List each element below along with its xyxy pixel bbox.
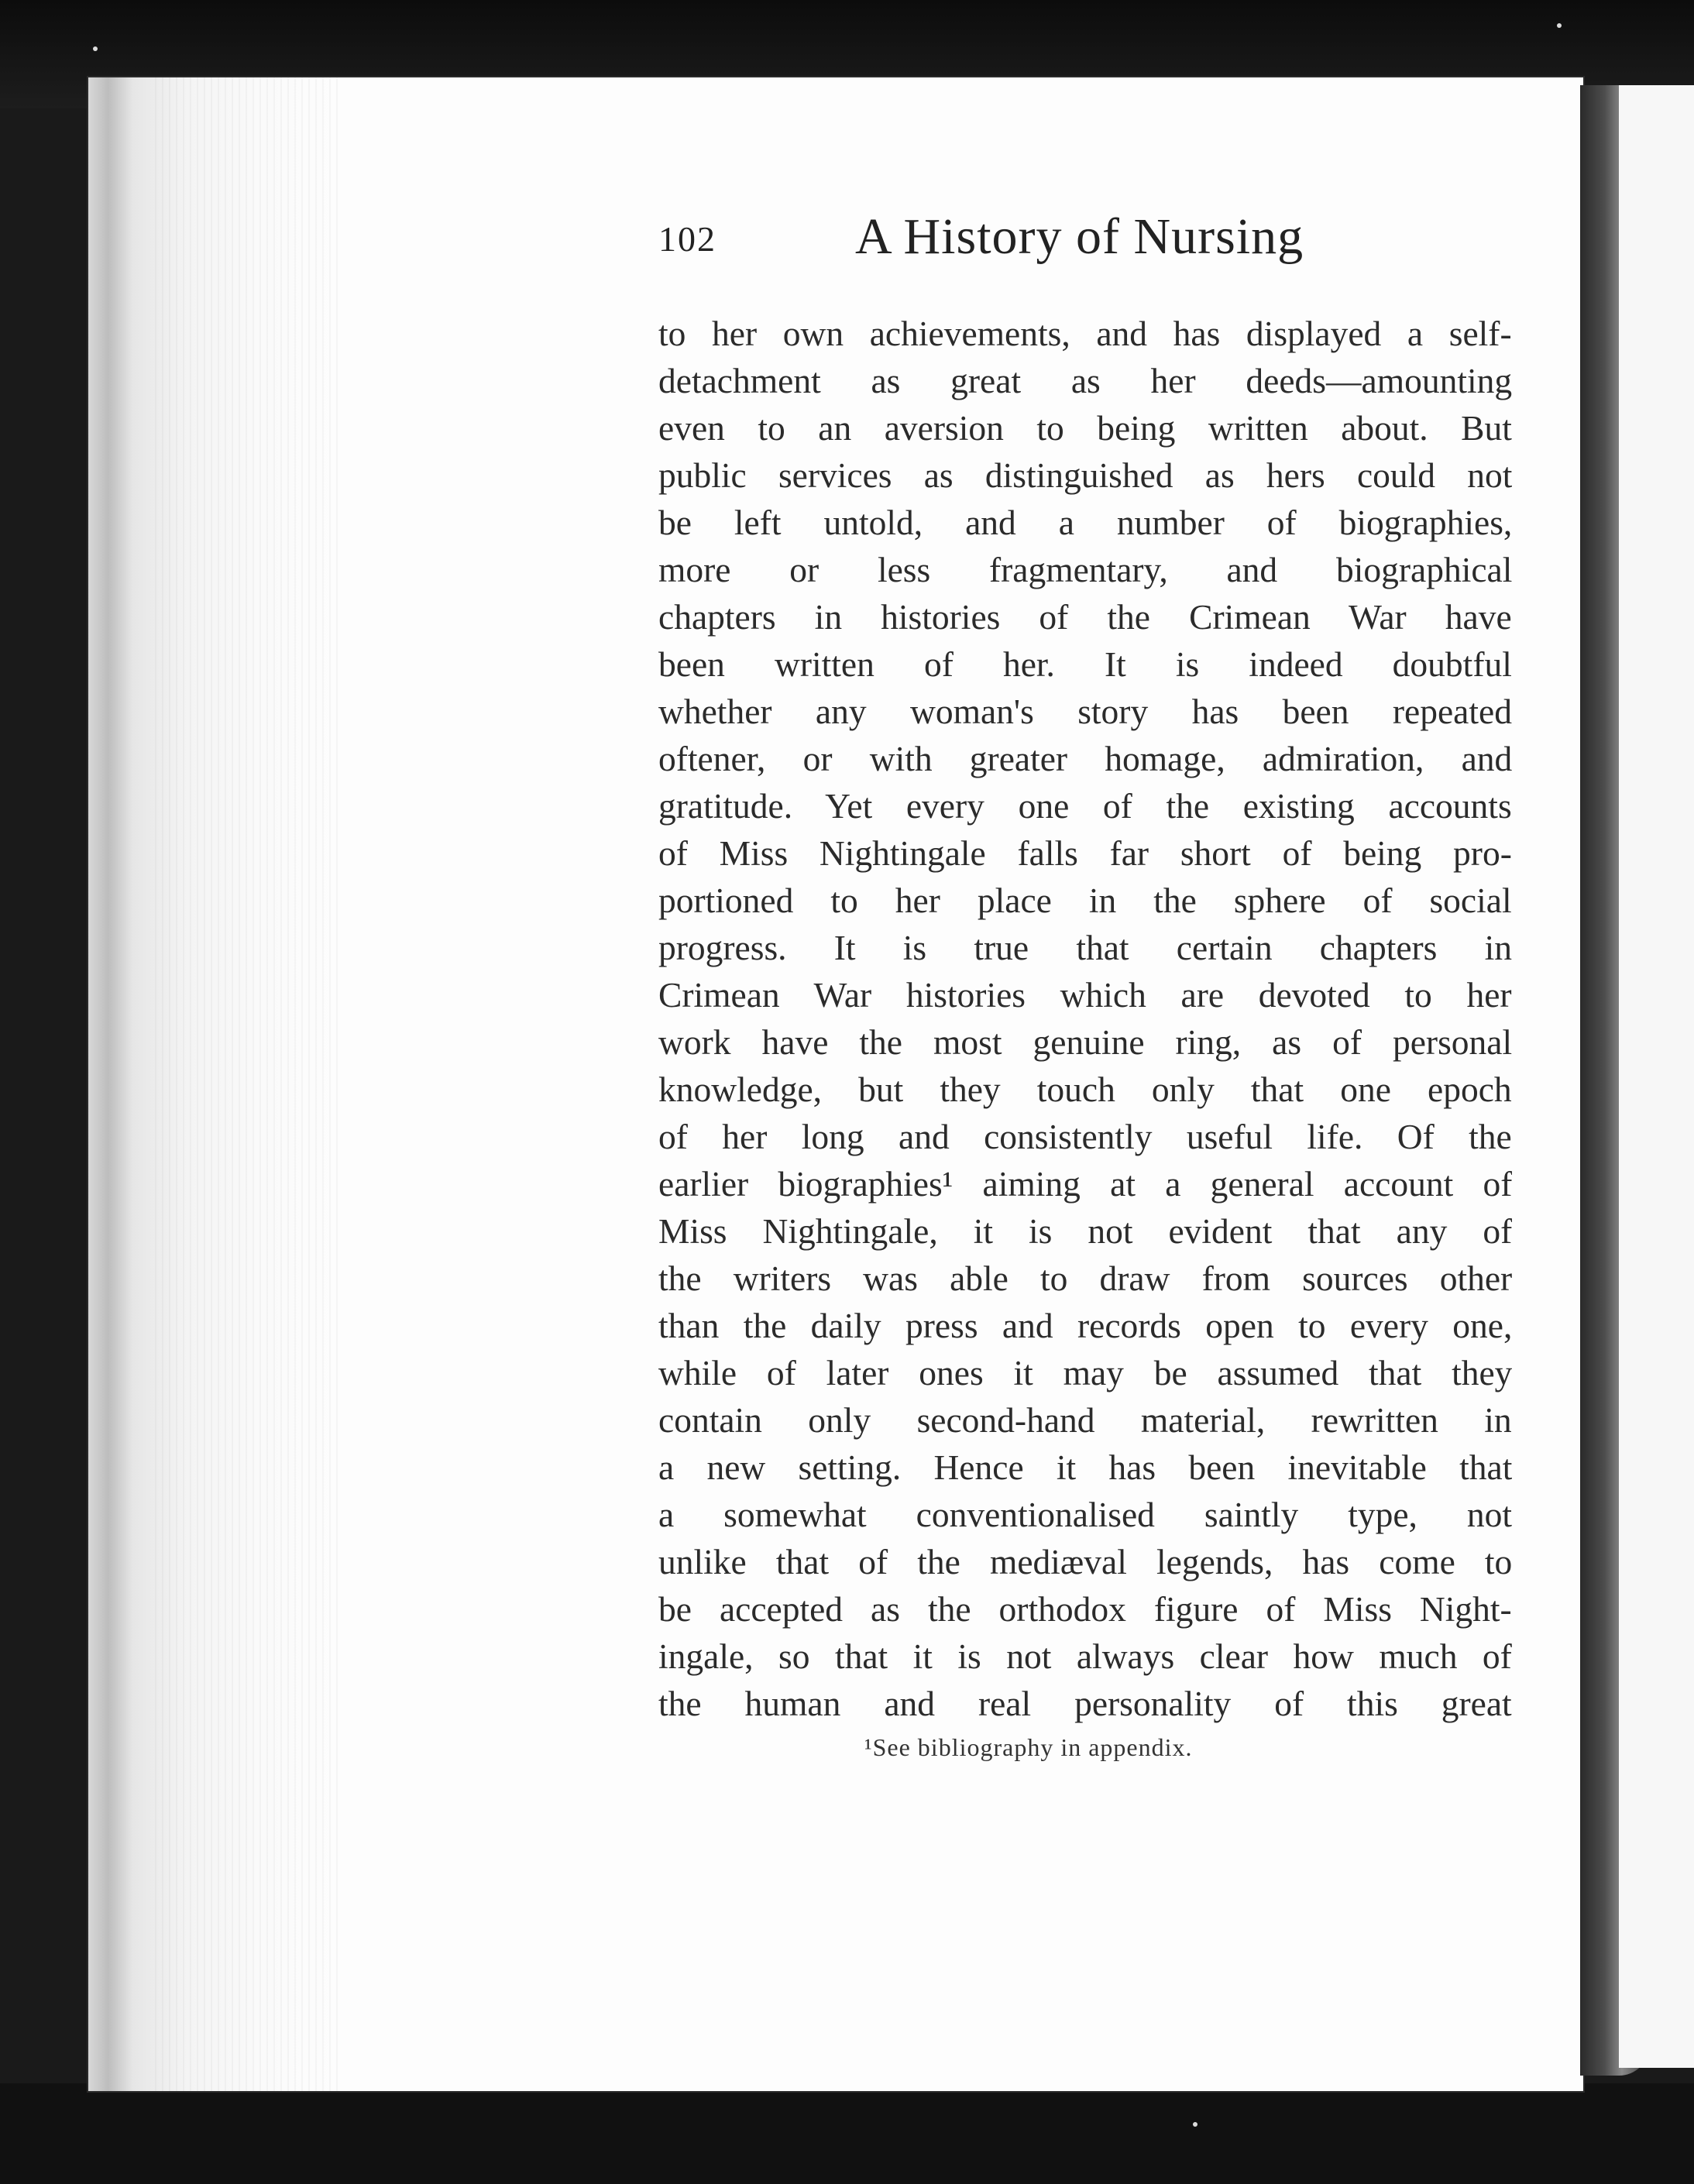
scan-speck [93, 46, 98, 51]
text-line: Crimean War histories which are devoted to her [658, 975, 1512, 1015]
page-number: 102 [658, 219, 716, 259]
text-line: knowledge, but they touch only that one epoch [658, 1070, 1512, 1109]
facing-page-edge [1619, 85, 1694, 2068]
text-line: oftener, or with greater homage, admiration, and [658, 739, 1512, 778]
text-line: more or less fragmentary, and biographical [658, 550, 1512, 589]
text-line: whether any woman's story has been repeated [658, 692, 1512, 731]
text-line: public services as distinguished as hers could not [658, 455, 1512, 495]
text-line: unlike that of the mediæval legends, has come to [658, 1542, 1512, 1581]
text-line: contain only second-hand material, rewritten in [658, 1400, 1512, 1440]
running-title: A History of Nursing [855, 208, 1304, 265]
text-line: detachment as great as her deeds—amounting [658, 361, 1512, 400]
text-line: even to an aversion to being written about. But [658, 408, 1512, 448]
text-line: the human and real personality of this great [658, 1684, 1512, 1723]
text-line: of her long and consistently useful life. Of the [658, 1117, 1512, 1156]
page-header [658, 208, 1510, 270]
text-line: chapters in histories of the Crimean War have [658, 597, 1512, 637]
text-line: gratitude. Yet every one of the existing accounts [658, 786, 1512, 826]
text-line: a somewhat conventionalised saintly type, not [658, 1495, 1512, 1534]
scan-speck [1193, 2122, 1197, 2127]
text-line: work have the most genuine ring, as of personal [658, 1022, 1512, 1062]
text-line: to her own achievements, and has displayed a self- [658, 314, 1512, 353]
footnote: ¹See bibliography in appendix. [864, 1733, 1193, 1761]
scan-speck [1557, 23, 1562, 28]
text-line: ingale, so that it is not always clear how much of [658, 1636, 1512, 1676]
text-line: Miss Nightingale, it is not evident that any of [658, 1211, 1512, 1251]
text-line: been written of her. It is indeed doubtful [658, 644, 1512, 684]
text-line: a new setting. Hence it has been inevitable that [658, 1447, 1512, 1487]
text-line: the writers was able to draw from sources other [658, 1259, 1512, 1298]
text-line: be accepted as the orthodox figure of Miss Night- [658, 1589, 1512, 1629]
text-line: be left untold, and a number of biographies, [658, 503, 1512, 542]
text-line: progress. It is true that certain chapters in [658, 928, 1512, 967]
scan-background-bottom [0, 2083, 1694, 2184]
body-text [658, 310, 1512, 1727]
page-edge-texture [155, 77, 341, 2091]
text-line: of Miss Nightingale falls far short of being pro- [658, 833, 1512, 873]
text-line: than the daily press and records open to every one, [658, 1306, 1512, 1345]
text-line: earlier biographies¹ aiming at a general account of [658, 1164, 1512, 1204]
text-line: portioned to her place in the sphere of social [658, 881, 1512, 920]
text-line: while of later ones it may be assumed that they [658, 1353, 1512, 1392]
